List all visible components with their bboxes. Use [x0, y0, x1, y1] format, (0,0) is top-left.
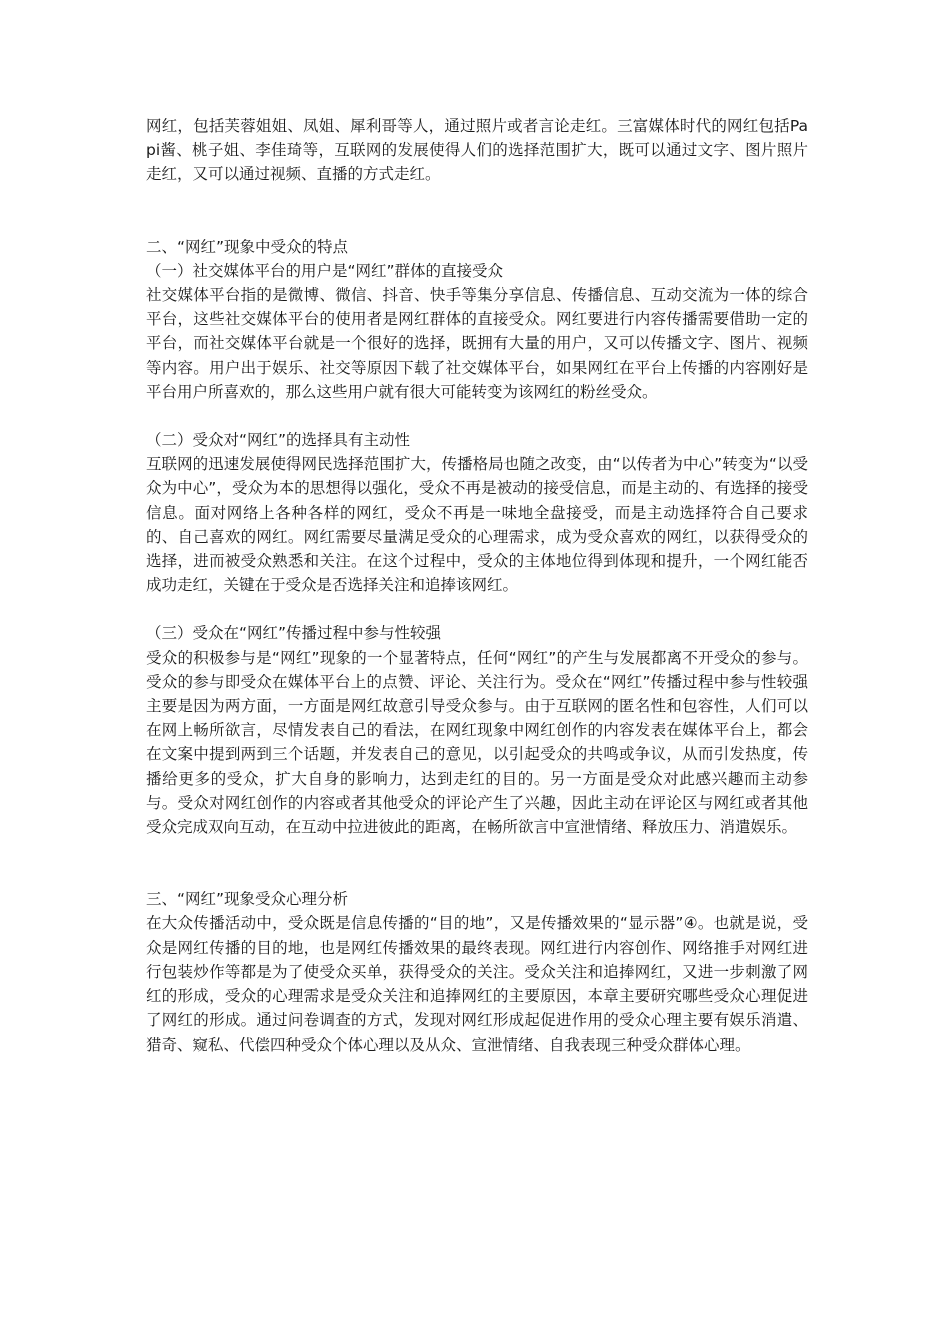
- document-page: [146, 114, 808, 1057]
- section-2-2-title: （二）受众对“网红”的选择具有主动性: [146, 431, 411, 450]
- spacer: [146, 839, 808, 887]
- section-3-title: 三、“网红”现象受众心理分析: [146, 890, 349, 909]
- section-2-3-paragraph: 受众的积极参与是“网红”现象的一个显著特点，任何“网红”的产生与发展都离不开受众的参与。受众的参与即受众在媒体平台上的点赞、评论、关注行为。受众在“网红”传播过程中参与性较强主要是因为两方面，一方面是网红故意引导受众参与。由于互联网的匿名性和包容性，人们可以在网上畅所欲言，尽情发表自己的看法，在网红现象中网红创作的内容发表在媒体平台上，都会在文案中提到两到三个话题，并发表自己的意见，以引起受众的共鸣或争议，从而引发热度，传播给更多的受众，扩大自身的影响力，达到走红的目的。另一方面是受众对此感兴趣而主动参与。受众对网红创作的内容或者其他受众的评论产生了兴趣，因此主动在评论区与网红或者其他受众完成双向互动，在互动中拉进彼此的距离，在畅所欲言中宣泄情绪、释放压力、消遣娱乐。: [146, 648, 808, 837]
- intro-paragraph: 网红，包括芙蓉姐姐、凤姐、犀利哥等人，通过照片或者言论走红。三富媒体时代的网红包括Papi酱、桃子姐、李佳琦等，互联网的发展使得人们的选择范围扩大，既可以通过文字、图片照片走红，又可以通过视频、直播的方式走红。: [146, 117, 808, 184]
- section-2-2-paragraph: 互联网的迅速发展使得网民选择范围扩大，传播格局也随之改变，由“以传者为中心”转变为“以受众为中心”，受众为本的思想得以强化，受众不再是被动的接受信息，而是主动的、有选择的接受信息。面对网络上各种各样的网红，受众不再是一味地全盘接受，而是主动选择符合自己要求的、自己喜欢的网红。网红需要尽量满足受众的心理需求，成为受众喜欢的网红，以获得受众的选择，进而被受众熟悉和关注。在这个过程中，受众的主体地位得到体现和提升，一个网红能否成功走红，关键在于受众是否选择关注和追捧该网红。: [146, 455, 808, 595]
- spacer: [146, 187, 808, 235]
- spacer: [146, 404, 808, 428]
- section-2-1-title: （一）社交媒体平台的用户是“网红”群体的直接受众: [146, 261, 504, 280]
- spacer: [146, 597, 808, 621]
- section-2-title: 二、“网红”现象中受众的特点: [146, 237, 349, 256]
- section-3-paragraph: 在大众传播活动中，受众既是信息传播的“目的地”，又是传播效果的“显示器”④。也就是说，受众是网红传播的目的地，也是网红传播效果的最终表现。网红进行内容创作、网络推手对网红进行包装炒作等都是为了使受众买单，获得受众的关注。受众关注和追捧网红，又进一步刺激了网红的形成，受众的心理需求是受众关注和追捧网红的主要原因，本章主要研究哪些受众心理促进了网红的形成。通过问卷调查的方式，发现对网红形成起促进作用的受众心理主要有娱乐消遣、猎奇、窥私、代偿四种受众个体心理以及从众、宣泄情绪、自我表现三种受众群体心理。: [146, 914, 808, 1054]
- section-2-1-paragraph: 社交媒体平台指的是微博、微信、抖音、快手等集分享信息、传播信息、互动交流为一体的综合平台，这些社交媒体平台的使用者是网红群体的直接受众。网红要进行内容传播需要借助一定的平台，而社交媒体平台就是一个很好的选择，既拥有大量的用户，又可以传播文字、图片、视频等内容。用户出于娱乐、社交等原因下载了社交媒体平台，如果网红在平台上传播的内容刚好是平台用户所喜欢的，那么这些用户就有很大可能转变为该网红的粉丝受众。: [146, 286, 808, 401]
- section-2-3-title: （三）受众在“网红”传播过程中参与性较强: [146, 624, 442, 643]
